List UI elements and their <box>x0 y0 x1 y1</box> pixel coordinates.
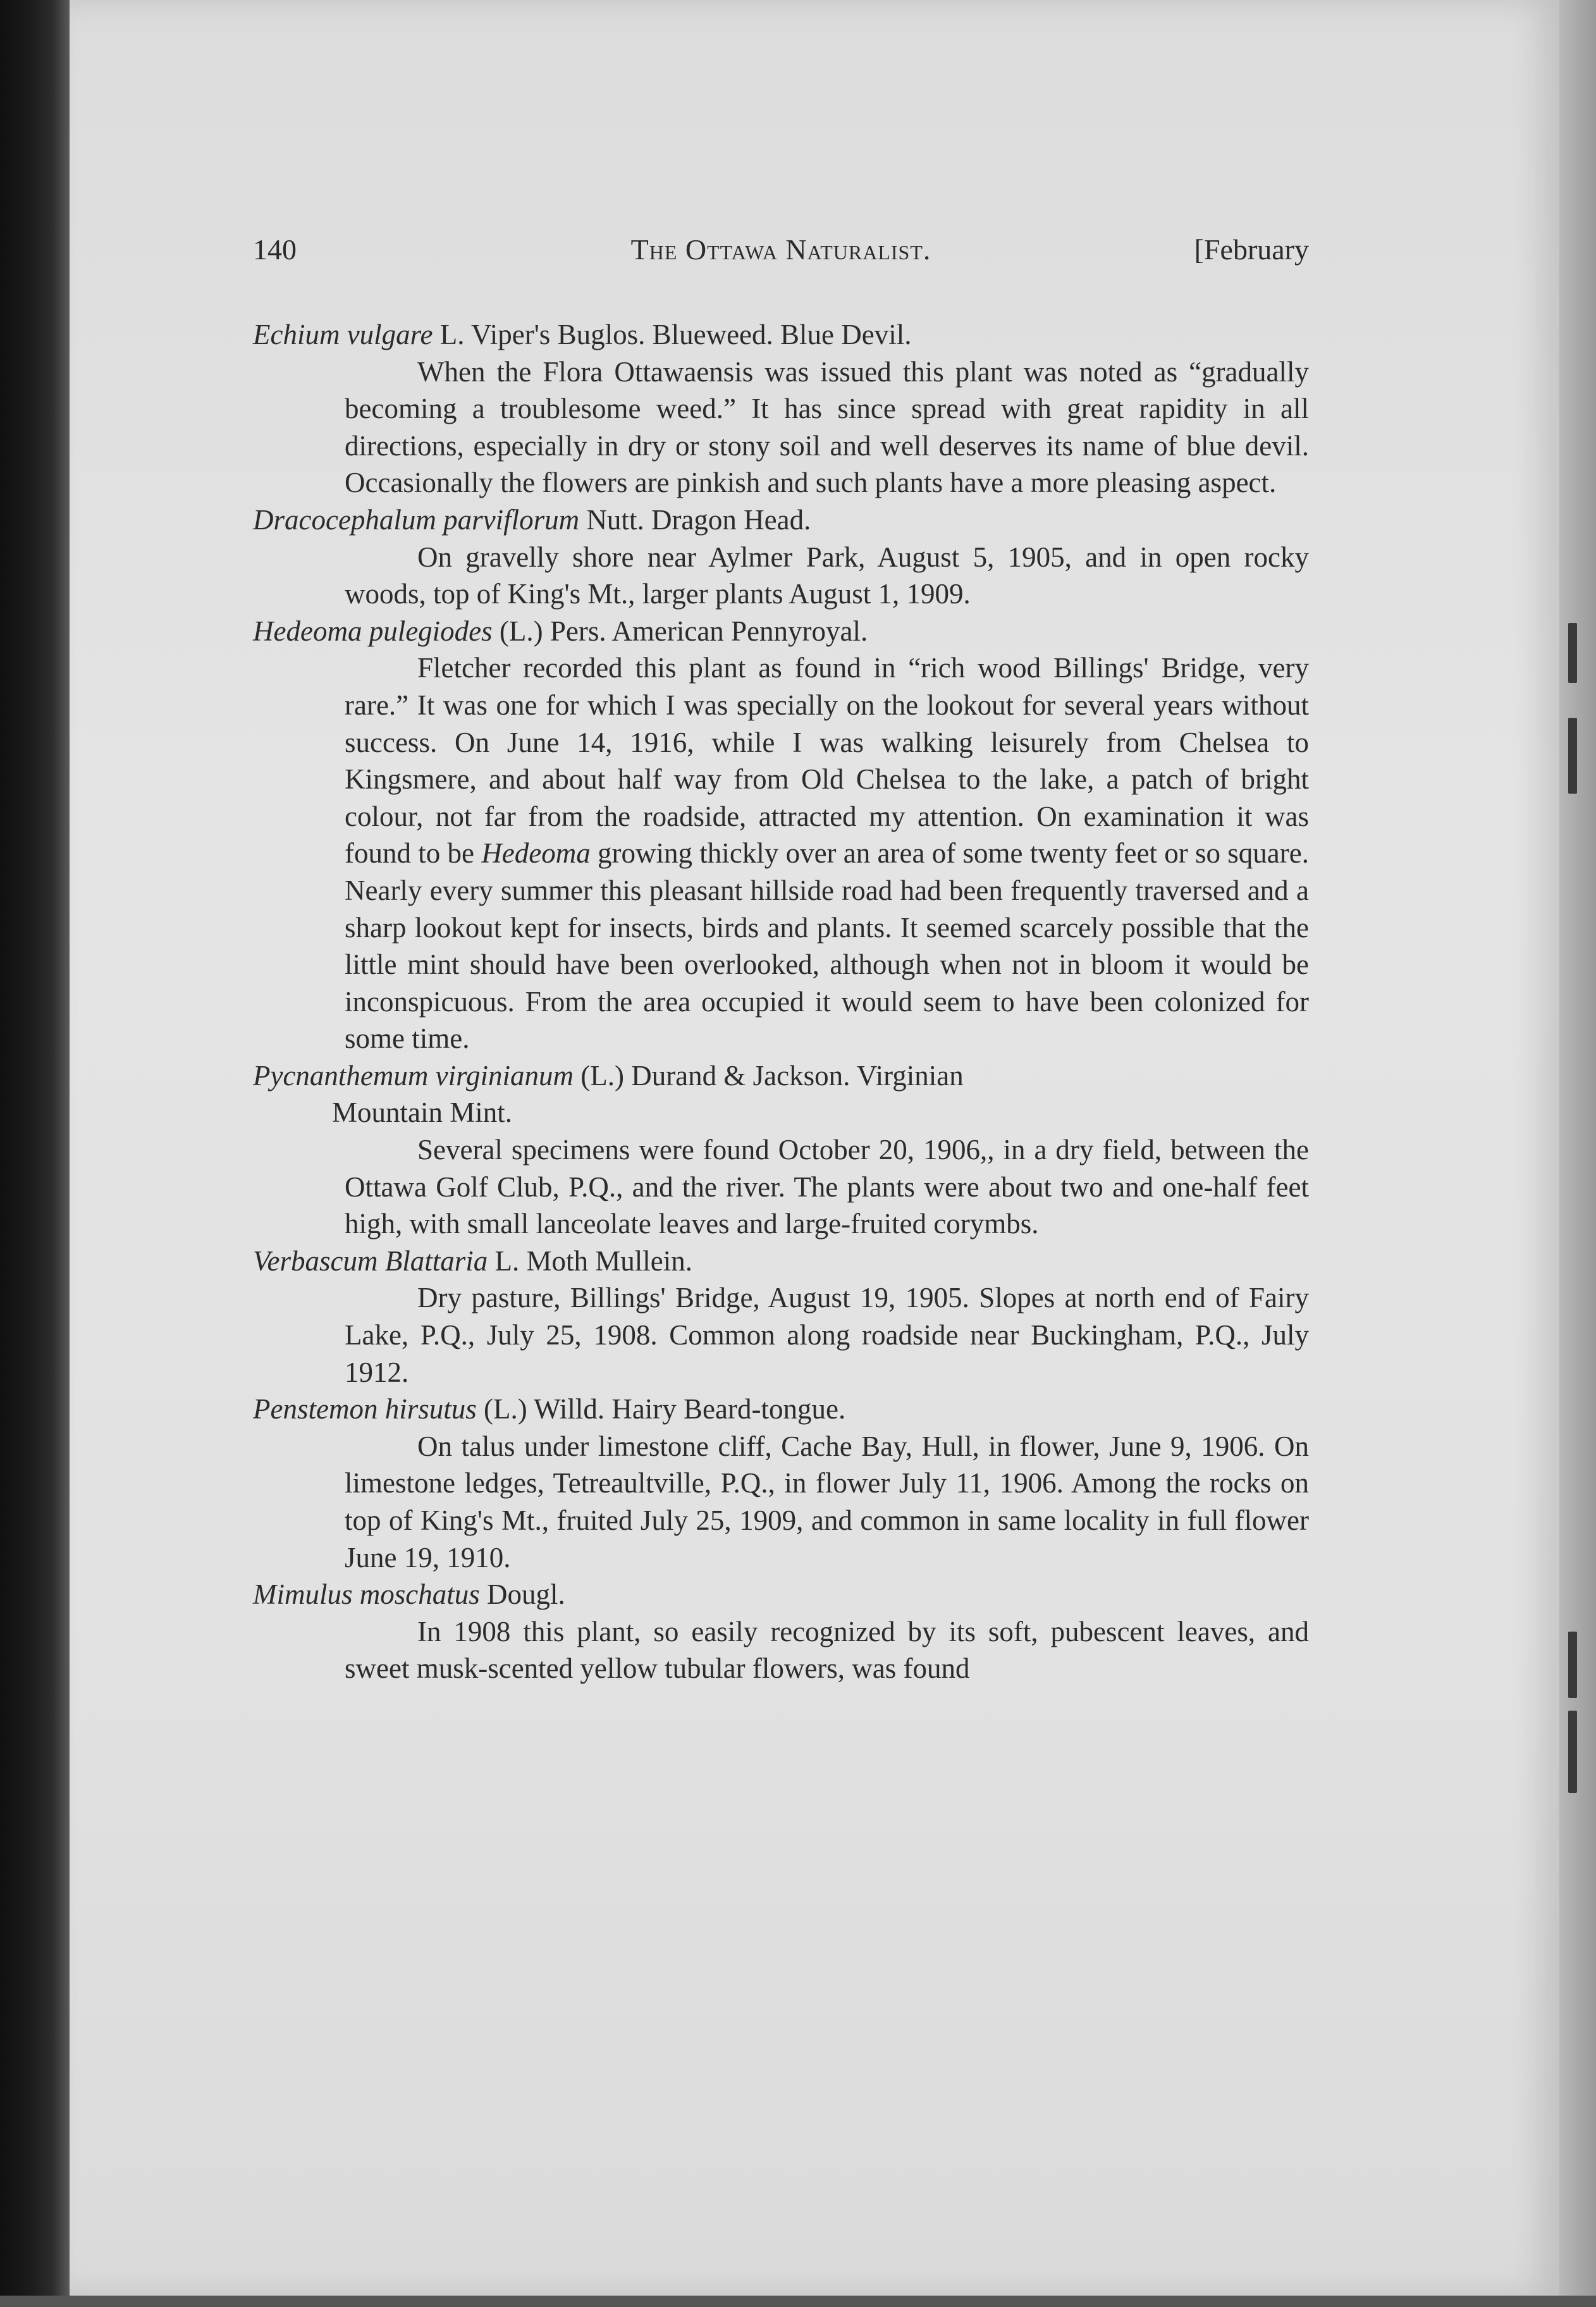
species-heading <box>253 1057 1309 1131</box>
book-spine <box>0 0 70 2307</box>
species-name: Penstemon hirsutus <box>253 1393 477 1425</box>
species-authority: Dougl. <box>479 1578 565 1611</box>
species-heading <box>253 1243 1309 1280</box>
page-bottom-edge <box>0 2296 1596 2307</box>
page-body <box>253 316 1309 1687</box>
species-heading <box>253 1576 1309 1613</box>
journal-title: The Ottawa Naturalist. <box>630 233 931 266</box>
species-name: Dracocephalum parviflorum <box>253 503 580 536</box>
species-note <box>345 649 1309 1057</box>
species-name: Echium vulgare <box>253 319 433 350</box>
scan-mark <box>1568 623 1577 683</box>
issue-month: [February <box>1194 233 1309 266</box>
note-italic-genus: Hedeoma <box>481 837 591 870</box>
species-common-name-continued: Mountain Mint. <box>332 1097 513 1129</box>
scan-mark <box>1568 718 1577 794</box>
species-note: Several specimens were found October 20, 1906,, in a dry field, between the Ottawa Golf Club, P.Q., and the river. The plants were about two and one-half feet high, with small lanceolate leaves and large-fruited corymbs. <box>345 1134 1309 1240</box>
note-text: growing thickly over an area of some twenty feet or so square. Nearly every summer this pleasant hillside road had been frequently traversed and a sharp lookout kept for insects, birds and plants. It seemed scarcely possible that the little mint should have been overlooked, although when not in bloom it would be inconspicuous. From the area occupied it would seem to have been colonized for some time. <box>345 837 1309 1055</box>
species-authority: Nutt. Dragon Head. <box>579 503 811 536</box>
species-note: On gravelly shore near Aylmer Park, August 5, 1905, and in open rocky woods, top of King's Mt., larger plants August 1, 1909. <box>345 541 1309 610</box>
species-authority: (L.) Willd. Hairy Beard-tongue. <box>476 1393 846 1425</box>
species-heading <box>253 1391 1309 1428</box>
species-authority: (L.) Durand & Jackson. Virginian <box>573 1059 964 1092</box>
species-heading <box>253 316 1309 354</box>
note-text: Fletcher recorded this plant as found in “rich wood Billings' Bridge, very rare.” It was one for which I was specially on the lookout for several years without success. On June 14, 1916, while I was walking leisurely from Chelsea to Kingsmere, and about half way from Old Chelsea to the lake, a patch of bright colour, not far from the roadside, attracted my attention. On examination it was found to be <box>345 652 1309 870</box>
page-edge <box>1559 0 1596 2307</box>
species-note: Dry pasture, Billings' Bridge, August 19, 1905. Slopes at north end of Fairy Lake, P.Q., July 25, 1908. Common along roadside near Buckingham, P.Q., July 1912. <box>345 1282 1309 1388</box>
species-heading <box>253 501 1309 539</box>
running-header <box>253 233 1309 271</box>
scan-mark <box>1568 1632 1577 1698</box>
species-name: Verbascum Blattaria <box>253 1245 488 1277</box>
scan-mark <box>1568 1711 1577 1793</box>
species-authority: L. Moth Mullein. <box>488 1245 692 1277</box>
species-note: In 1908 this plant, so easily recognized by its soft, pubescent leaves, and sweet musk-scented yellow tubular flowers, was found <box>345 1615 1309 1685</box>
page-number: 140 <box>253 233 297 266</box>
species-note: On talus under limestone cliff, Cache Bay, Hull, in flower, June 9, 1906. On limestone ledges, Tetreaultville, P.Q., in flower July 11, 1906. Among the rocks on top of King's Mt., fruited July 25, 1909, and common in same locality in full flower June 19, 1910. <box>345 1430 1309 1573</box>
species-name: Hedeoma pulegiodes <box>253 615 493 647</box>
species-heading <box>253 613 1309 650</box>
species-authority: (L.) Pers. American Pennyroyal. <box>492 615 868 647</box>
species-name: Mimulus moschatus <box>253 1578 480 1611</box>
species-name: Pycnanthemum virginianum <box>253 1059 574 1092</box>
species-authority: L. Viper's Buglos. Blueweed. Blue Devil. <box>433 319 912 350</box>
species-note: When the Flora Ottawaensis was issued this plant was noted as “gradually becoming a troublesome weed.” It has since spread with great rapidity in all directions, especially in dry or stony soil and well deserves its name of blue devil. Occasionally the flowers are pinkish and such plants have a more pleasing aspect. <box>345 355 1309 499</box>
